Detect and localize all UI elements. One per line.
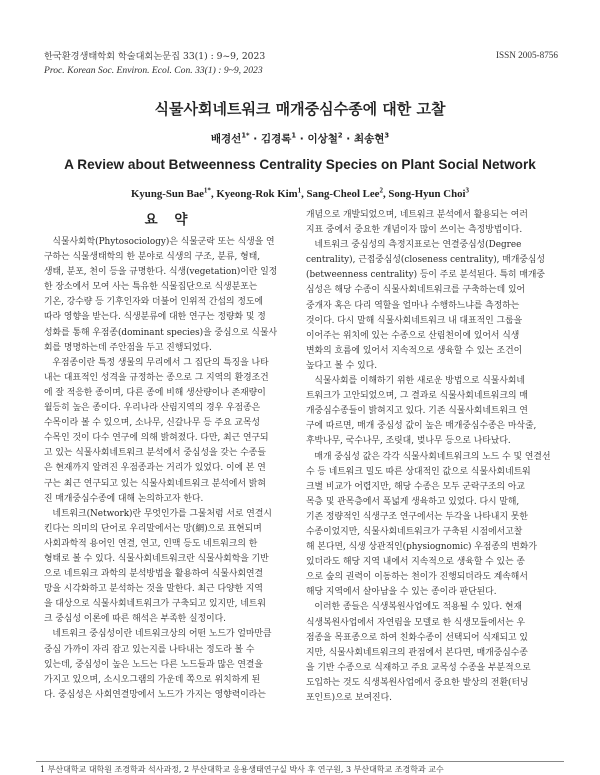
journal-citation-en: Proc. Korean Soc. Environ. Ecol. Con. 33(1) : 9~9, 2023 (44, 65, 263, 76)
author-affiliation-mark: 1* (241, 131, 250, 140)
text-line: 망을 시각화하고 분석하는 것을 말한다. 최근 다양한 지역 (44, 584, 263, 595)
text-line: 매개 중심성 값은 각각 식물사회네트워크의 노드 수 및 연결선 (306, 451, 551, 462)
text-line: 내는 대표적인 성격을 규정하는 종으로 그 지역의 환경조건 (44, 372, 269, 383)
author-name: 이상철 (307, 133, 338, 145)
text-line: 진 매개중심수종에 대해 논의하고자 한다. (44, 493, 204, 504)
journal-citation-ko: 한국환경생태학회 학술대회논문집 33(1) : 9~9, 2023 (44, 51, 266, 62)
author-name: Song-Hyun Choi (388, 188, 466, 200)
author-separator: , (210, 188, 217, 200)
author-separator: · (296, 133, 308, 145)
author-name: Kyung-Sun Bae (131, 188, 204, 200)
text-line: centrality), 근접중심성(closeness centrality), 매개중심성 (306, 255, 546, 266)
text-line: 크별 비교가 어렵지만, 해당 수종은 모두 군락구조의 아교 (306, 481, 525, 492)
text-line: 있는데, 중심성이 높은 노드는 다른 노드들과 많은 연결을 (44, 659, 263, 670)
text-line: 기온, 강수량 등 기후인자와 더불어 인위적 간섭의 정도에 (44, 297, 263, 308)
author-affiliation-mark: 1* (203, 186, 211, 195)
text-line: 식물사회를 이해하기 위한 새로운 방법으로 식물사회네 (306, 376, 525, 387)
issn: ISSN 2005-8756 (495, 50, 558, 60)
text-line: 포인트)으로 보여진다. (306, 693, 392, 703)
text-line: 식물사회학(Phytosociology)은 식물군락 또는 식생을 연 (44, 237, 275, 247)
title-korean: 식물사회네트워크 매개중심수종에 대한 고찰 (154, 100, 446, 118)
author-name: 최송현 (353, 133, 385, 145)
author-name: 배경선 (210, 133, 242, 145)
text-line: 중개자 혹은 다리 역할을 얼마나 수행하느냐를 측정하는 (306, 300, 520, 311)
text-line: 해당 지역에서 살아남을 수 있는 종이라 판단된다. (306, 587, 497, 598)
text-line: 구에 따르면, 매개 중심성 값이 높은 매개중심수종은 마삭줄, (306, 421, 537, 432)
text-line: 을 대상으로 식물사회네트워크가 구축되고 있지만, 네트워 (44, 599, 266, 610)
text-line: 다. 중심성은 사회연결망에서 노드가 가지는 영향력이라는 (44, 689, 266, 700)
text-line: 수 등 네트워크 밀도 따른 상대적인 값으로 식물사회네트워 (306, 466, 531, 477)
text-line: 으로 네트워크 과학의 분석방법을 활용하여 식물사회연결 (44, 569, 264, 580)
text-line: 사회과학적 용어인 연결, 연고, 인맥 등도 네트워크의 한 (44, 538, 258, 549)
text-line: 을 기반 수종으로 식재하고 주요 교목성 수종을 부분적으로 (306, 662, 531, 673)
text-line: 높다고 볼 수 있다. (306, 360, 378, 371)
text-line: 있더라도 해당 지역 내에서 지속적으로 생육할 수 있는 종 (306, 557, 525, 568)
author-name: 김경록 (260, 133, 292, 145)
text-line: 한 장소에서 모여 사는 특유한 식물집단으로 식생분포는 (44, 282, 258, 293)
text-line: 식생복원사업에서 자연림을 모델로 한 식생모듈에서는 우 (306, 617, 526, 628)
text-line: 트워크가 고안되었으며, 그 결과로 식물사회네트워크의 매 (306, 391, 528, 402)
text-line: 것이다. 다시 말해 식물사회네트워크 내 대표적인 그룹을 (306, 315, 523, 326)
text-line: 생태, 분포, 천이 등을 규명한다. 식생(vegetation)이란 일정 (44, 267, 278, 278)
author-affiliation-mark: 2 (379, 186, 383, 195)
text-line: (betweenness centrality) 등이 주로 분석된다. 특히 매개중 (306, 270, 545, 281)
text-line: 형태로 볼 수 있다. 식물사회네트워크란 식물사회학을 기반 (44, 553, 269, 564)
text-line: 개중심수종들이 밝혀지고 있다. 기존 식물사회네트워크 연 (306, 406, 528, 417)
author-affiliation-mark: 1 (297, 186, 302, 195)
text-line: 점종을 목표종으로 하여 친화수종이 선택되어 식재되고 있 (306, 632, 528, 643)
text-line: 수종이었지만, 식물사회네트워크가 구축된 시점에서고찰 (306, 526, 523, 537)
authors-english (0, 188, 600, 200)
text-line: 에 잘 적응한 종이며, 다른 종에 비해 생산량이나 존재량이 (44, 387, 266, 398)
text-line: 따라 영향을 받는다. 식생분류에 대한 연구는 정량화 및 정 (44, 312, 266, 323)
text-line: 개념으로 개발되었으며, 네트워크 분석에서 활용되는 여러 (306, 210, 528, 220)
text-line: 수목인 것이 다수 연구에 의해 밝혀졌다. 다만, 최근 연구되 (44, 433, 269, 444)
text-line: 지만, 식물사회네트워크의 관점에서 본다면, 매개중심수종 (306, 647, 528, 658)
text-line: 성화를 통해 우점종(dominant species)을 중심으로 식물사 (44, 327, 278, 338)
right-column-text (306, 208, 558, 706)
text-line: 지표 중에서 중요한 개념이자 많이 쓰이는 측정방법이다. (306, 225, 523, 236)
author-affiliation-mark: 2 (337, 131, 343, 140)
author-separator: · (249, 133, 261, 145)
left-column-text (44, 235, 296, 703)
text-line: 변화의 흐름에 있어서 지속적으로 생육할 수 있는 조건이 (306, 345, 523, 356)
title-english: A Review about Betweenness Centrality Species on Plant Social Network (64, 157, 536, 172)
text-line: 구하는 식물생태학의 한 분야로 식생의 구조, 분류, 형태, (44, 252, 261, 263)
text-line: 이어주는 위치에 있는 수종으로 산림천이에 있어서 식생 (306, 330, 520, 341)
text-line: 네트워크 중심성이란 네트워크상의 어떤 노드가 얼마만큼 (44, 629, 272, 640)
text-line: 우점종이란 특정 생물의 무리에서 그 집단의 특징을 나타 (44, 357, 269, 368)
text-line: 킨다는 의미의 단어로 우리말에서는 망(網)으로 표현되며 (44, 523, 262, 534)
text-line: 이러한 종들은 식생복원사업에도 적용될 수 있다. 현재 (306, 602, 523, 613)
footnote-rule (36, 761, 564, 762)
text-line: 은 현재까지 알려진 우점종과는 거리가 있었다. 이에 본 연 (44, 463, 266, 474)
text-line: 기존 정량적인 식생구조 연구에서는 두각을 나타내지 못한 (306, 511, 528, 522)
text-line: 고 있는 식물사회네트워크 분석에서 중심성을 갖는 수종들 (44, 448, 266, 459)
author-affiliation-mark: 3 (384, 131, 390, 140)
text-line: 네트워크 중심성의 측정지표로는 연결중심성(Degree (306, 240, 522, 251)
author-affiliation-mark: 1 (291, 131, 297, 140)
text-line: 중심 가까이 자리 잡고 있는지를 나타내는 정도라 볼 수 (44, 644, 255, 655)
text-line: 후박나무, 국수나무, 조릿대, 벚나무 등으로 나타났다. (306, 436, 511, 447)
text-line: 으로 숲의 권력이 이동하는 천이가 진행되더라도 계속해서 (306, 572, 528, 583)
footnote: 1 부산대학교 대학원 조경학과 석사과정, 2 부산대학교 응용생태연구실 박사 후 연구원, 3 부산대학교 조경학과 교수 (40, 765, 444, 774)
abstract-heading: 요 약 (144, 212, 194, 228)
author-separator: · (342, 133, 354, 145)
text-line: 도입하는 것도 식생복원사업에서 중요한 발상의 전환(터닝 (306, 677, 529, 688)
author-separator: , (382, 188, 389, 200)
text-line: 목층 및 관목층에서 폭넓게 생육하고 있었다. 다시 말해, (306, 496, 520, 507)
author-affiliation-mark: 3 (465, 186, 469, 195)
author-separator: , (301, 188, 307, 200)
author-name: Kyeong-Rok Kim (216, 188, 298, 200)
text-line: 월등히 높은 종이다. 우리나라 산림지역의 경우 우점종은 (44, 403, 261, 414)
text-line: 네트워크(Network)란 무엇인가를 그물처럼 서로 연결시 (44, 508, 272, 519)
text-line: 가지고 있으며, 소시오그램의 가운데 쪽으로 위치하게 된 (44, 674, 261, 685)
text-line: 심성은 해당 수종이 식물사회네트워크를 구축하는데 있어 (306, 285, 526, 296)
text-line: 해 본다면, 식생 상관적인(physiognomic) 우점종의 변화가 (306, 542, 537, 553)
authors-korean (0, 131, 600, 146)
author-name: Sang-Cheol Lee (306, 188, 380, 200)
text-line: 구는 최근 연구되고 있는 식물사회네트워크 분석에서 밝혀 (44, 478, 266, 489)
text-line: 수목이라 볼 수 있으며, 소나무, 신갈나무 등 주요 교목성 (44, 418, 261, 429)
text-line: 회를 명명하는데 주안점을 두고 진행되었다. (44, 342, 212, 353)
journal-header (44, 50, 265, 78)
text-line: 크 중심성 이론에 따른 해석은 부족한 실정이다. (44, 614, 226, 625)
